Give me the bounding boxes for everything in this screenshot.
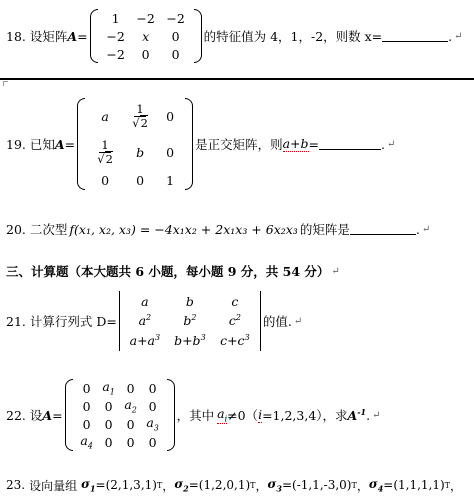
matrix-cell: 0 — [126, 380, 135, 396]
question-text: ≠0（ — [227, 408, 259, 423]
transpose-mark: T — [250, 480, 256, 490]
question-text: 的特征值为 4，1，-2，则数 x= — [203, 29, 383, 44]
answer-blank[interactable] — [319, 138, 381, 150]
matrix-cell: 0 — [104, 416, 113, 432]
det-cell: a — [141, 293, 149, 309]
question-end: . — [448, 28, 453, 44]
question-text: ，其中 — [176, 408, 215, 423]
fraction-one-over-root-two: $\frac{1}{√2}$ — [97, 138, 113, 166]
question-end: . — [381, 136, 386, 152]
return-mark-icon: ↵ — [387, 138, 396, 150]
determinant-grid — [120, 291, 260, 351]
matrix-cell: $a_4$ — [80, 433, 93, 451]
vector-value: =(1,1,1,1) — [383, 478, 445, 492]
matrix-cell: 0 — [82, 416, 91, 432]
question-end: . — [415, 221, 420, 237]
question-number: 23. — [6, 478, 26, 492]
return-mark-icon: ↵ — [454, 30, 463, 42]
page-divider — [0, 78, 474, 80]
section-heading — [0, 260, 474, 282]
question-lead: 设 — [29, 408, 43, 423]
question-number: 19. — [6, 136, 26, 152]
matrix-cell: 0 — [82, 380, 91, 396]
index-variable: i — [258, 407, 263, 422]
transpose-mark: T — [156, 480, 163, 490]
question-text: 是正交矩阵，则 — [195, 137, 283, 152]
question-number: 22. — [6, 407, 26, 423]
matrix-grid — [85, 98, 185, 190]
question-end: . — [366, 407, 371, 423]
matrix-variable: A — [54, 136, 65, 152]
matrix-cell: 0 — [148, 398, 157, 414]
matrix-cell: $a_1$ — [102, 379, 115, 397]
expression: a+b — [282, 136, 309, 151]
vector-alpha-3: $\sigma_3$ — [267, 476, 282, 494]
question-number: 21. — [6, 313, 26, 329]
matrix-a — [77, 98, 193, 190]
matrix-cell: $a_3$ — [146, 415, 159, 433]
matrix-cell: 0 — [126, 416, 135, 432]
vector-alpha-2: $\sigma_2$ — [174, 476, 189, 494]
det-cell: $a+a^3$ — [129, 333, 161, 349]
question-lead: 计算行列式 D= — [29, 314, 117, 329]
matrix-cell: 1 — [166, 172, 175, 188]
transpose-mark: T — [444, 480, 451, 490]
question-20 — [0, 218, 474, 240]
matrix-a — [65, 379, 175, 451]
question-lead: 设向量组 — [29, 478, 78, 493]
question-number: 20. — [6, 221, 26, 237]
right-bar — [260, 291, 261, 351]
matrix-variable: A — [42, 407, 53, 423]
separator: ， — [356, 478, 369, 493]
right-paren — [185, 98, 193, 190]
answer-blank[interactable] — [382, 30, 448, 42]
matrix-cell: 0 — [166, 144, 175, 160]
matrix-grid — [98, 9, 194, 63]
separator: ， — [255, 478, 268, 493]
matrix-cell: −2 — [166, 10, 185, 26]
return-mark-icon: ↵ — [372, 409, 381, 421]
matrix-cell: 1 — [111, 10, 120, 26]
question-number: 18. — [6, 28, 26, 44]
left-paren — [90, 9, 98, 63]
vector-value: =(-1,1,-3,0) — [281, 478, 352, 492]
matrix-cell: 0 — [136, 172, 145, 188]
return-mark-icon: ↵ — [421, 223, 431, 235]
matrix-cell: x — [142, 28, 150, 44]
matrix-cell: 0 — [82, 398, 91, 414]
answer-blank[interactable] — [350, 223, 416, 235]
matrix-cell: 0 — [148, 434, 157, 450]
vector-value: =(2,1,3,1) — [95, 478, 157, 492]
det-cell: $b^2$ — [183, 313, 197, 329]
matrix-cell: b — [136, 144, 145, 160]
matrix-variable: A — [67, 28, 78, 44]
equals-sign: = — [77, 28, 88, 44]
det-cell: c — [231, 293, 239, 309]
vector-value: =(1,2,0,1) — [188, 478, 251, 492]
inverse-matrix: $A^{-1}$ — [347, 406, 367, 424]
right-paren — [167, 379, 175, 451]
fraction-one-over-root-two: $\frac{1}{√2}$ — [132, 102, 148, 130]
matrix-cell: −2 — [106, 28, 125, 44]
matrix-cell: a — [101, 108, 109, 124]
vector-alpha-4: $\sigma_4$ — [368, 476, 384, 494]
left-paren — [65, 379, 73, 451]
det-cell: $a^2$ — [138, 313, 152, 329]
return-mark-icon: ↵ — [331, 265, 340, 277]
matrix-cell: 0 — [171, 46, 180, 62]
condition-variable: $a_i$ — [217, 405, 228, 424]
right-paren — [194, 9, 202, 63]
det-cell: b — [185, 293, 194, 309]
section-title: 三、计算题（本大题共 6 小题，每小题 9 分，共 54 分） — [6, 264, 330, 279]
separator: ， — [162, 478, 175, 493]
question-lead: 设矩阵 — [29, 29, 68, 44]
question-text: 的值. — [262, 314, 292, 329]
question-text: =1,2,3,4），求 — [262, 408, 348, 423]
matrix-cell: $a_2$ — [124, 397, 137, 415]
question-22 — [0, 374, 474, 456]
equals-sign: = — [308, 136, 320, 152]
matrix-cell: −2 — [106, 46, 125, 62]
det-cell: $b+b^3$ — [174, 333, 206, 349]
determinant — [119, 291, 261, 351]
question-lead: 二次型 — [29, 222, 68, 237]
matrix-cell: 0 — [148, 380, 157, 396]
question-19 — [0, 94, 474, 194]
matrix-cell: 0 — [171, 28, 180, 44]
matrix-cell: 0 — [126, 434, 135, 450]
equals-sign: = — [52, 407, 63, 423]
question-21 — [0, 288, 474, 354]
matrix-cell: 0 — [166, 108, 175, 124]
quadratic-form-formula: f(x₁, x₂, x₃) = −4x₁x₂ + 2x₁x₃ + 6x₂x₃ — [69, 221, 298, 237]
question-23 — [0, 474, 474, 496]
det-cell: $c^2$ — [228, 313, 241, 329]
transpose-mark: T — [351, 480, 357, 490]
det-cell: $c+c^3$ — [220, 333, 250, 349]
return-mark-icon: ↵ — [293, 315, 303, 327]
question-lead: 已知 — [29, 137, 55, 152]
matrix-cell: −2 — [136, 10, 155, 26]
equals-sign: = — [64, 136, 76, 152]
question-18 — [0, 4, 474, 68]
matrix-cell: 0 — [141, 46, 150, 62]
vector-alpha-1: $\sigma_1$ — [81, 476, 96, 494]
matrix-a — [90, 9, 202, 63]
question-text: 的矩阵是 — [299, 222, 350, 237]
left-paren — [77, 98, 85, 190]
matrix-cell: 0 — [104, 398, 113, 414]
matrix-cell: 0 — [104, 434, 113, 450]
separator: ， — [450, 478, 463, 493]
matrix-cell: 0 — [101, 172, 110, 188]
matrix-grid — [73, 379, 167, 451]
margin-mark — [3, 81, 8, 86]
